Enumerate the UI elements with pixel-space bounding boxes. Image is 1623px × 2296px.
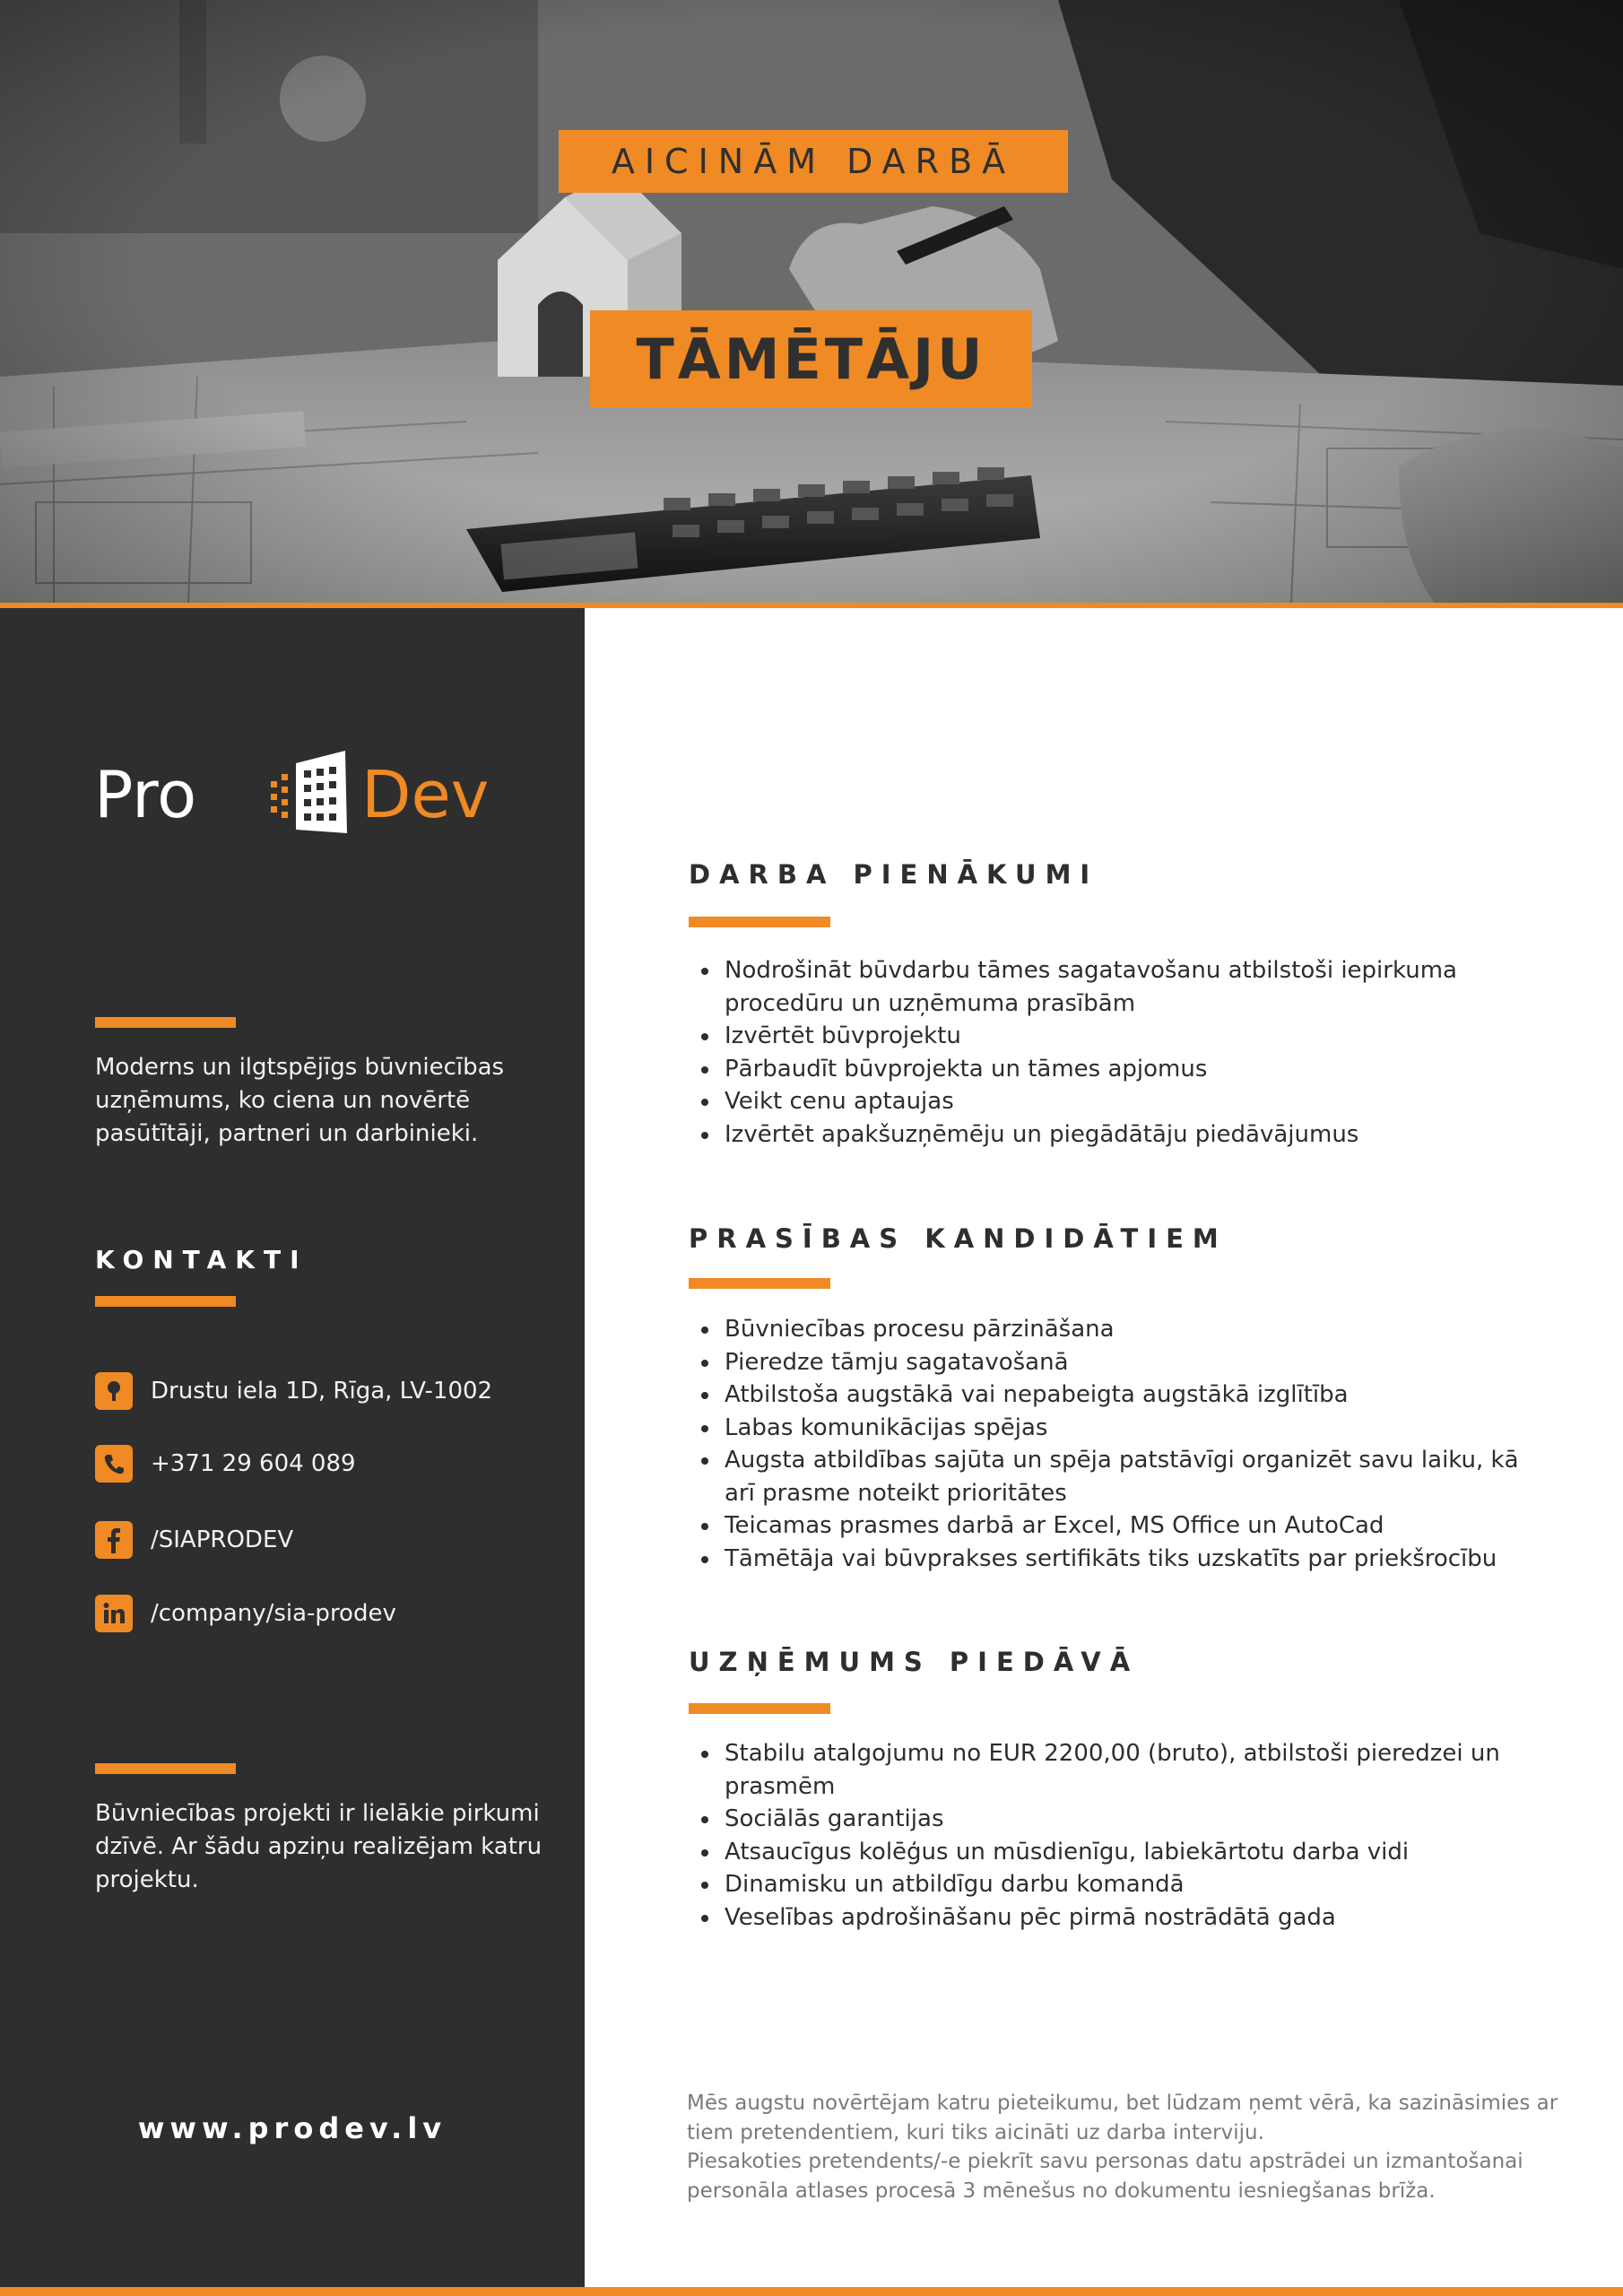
contacts-heading: KONTAKTI bbox=[95, 1245, 308, 1274]
company-tagline: Moderns un ilgtspējīgs būvniecības uzņēmums, ko ciena un novērtē pasūtītāji, partneri un darbinieki. bbox=[95, 1054, 505, 1147]
list-item: • Labas komunikācijas spējas bbox=[721, 1412, 1546, 1445]
contacts-divider bbox=[95, 1296, 236, 1307]
disclaimer-paragraph: Mēs augstu novērtējam katru pieteikumu, bet lūdzam ņemt vērā, ka sazināsimies ar tiem pretendentiem, kuri tiks aicināti uz darba interviju. bbox=[687, 2092, 1558, 2144]
disclaimer-paragraph: Piesakoties pretendents/-e piekrīt savu personas datu apstrādei un izmantošanai personāla atlases procesā 3 mēnešus no dokumentu iesniegšanas brīža. bbox=[687, 2150, 1523, 2203]
linkedin-icon bbox=[95, 1595, 133, 1632]
list-item: • Sociālās garantijas bbox=[721, 1803, 1546, 1836]
company-quote: Būvniecības projekti ir lielākie pirkumi dzīvē. Ar šādu apziņu realizējam katru projektu. bbox=[95, 1800, 542, 1893]
section-heading-requirements: PRASĪBAS KANDIDĀTIEM bbox=[689, 1223, 1228, 1254]
hero-subtitle: AICINĀM DARBĀ bbox=[611, 142, 1016, 181]
logo-word-right: Dev bbox=[361, 757, 490, 832]
list-item: • Augsta atbildības sajūta un spēja patstāvīgi organizēt savu laiku, kā arī prasme noteikt prioritātes bbox=[721, 1444, 1546, 1509]
tagline-divider bbox=[95, 1017, 236, 1028]
list-item: • Tāmētāja vai būvprakses sertifikāts tiks uzskatīts par priekšrocību bbox=[721, 1543, 1546, 1576]
sidebar bbox=[0, 608, 585, 2296]
list-item: • Būvniecības procesu pārzināšana bbox=[721, 1313, 1546, 1346]
list-item: • Veselības apdrošināšanu pēc pirmā nostrādātā gada bbox=[721, 1901, 1546, 1935]
list-item: • Dinamisku un atbildīgu darbu komandā bbox=[721, 1868, 1546, 1901]
hero-banner bbox=[0, 0, 1623, 603]
section-divider bbox=[689, 917, 830, 927]
phone-icon bbox=[95, 1445, 133, 1483]
bottom-accent-strip bbox=[0, 2287, 1623, 2296]
company-logo bbox=[94, 747, 542, 846]
contact-linkedin-text: /company/sia-prodev bbox=[151, 1600, 396, 1627]
list-item: • Izvērtēt apakšuzņēmēju un piegādātāju piedāvājumus bbox=[721, 1118, 1546, 1152]
list-item: • Izvērtēt būvprojektu bbox=[721, 1020, 1546, 1053]
list-item: • Atsaucīgus kolēģus un mūsdienīgu, labiekārtotu darba vidi bbox=[721, 1836, 1546, 1869]
section-heading-offer: UZŅĒMUMS PIEDĀVĀ bbox=[689, 1647, 1140, 1677]
contact-phone[interactable] bbox=[95, 1445, 356, 1483]
disclaimer bbox=[687, 2089, 1579, 2205]
section-heading-duties: DARBA PIENĀKUMI bbox=[689, 859, 1099, 890]
hero-title-badge bbox=[590, 310, 1032, 407]
list-item: • Pārbaudīt būvprojekta un tāmes apjomus bbox=[721, 1053, 1546, 1086]
quote-divider bbox=[95, 1763, 236, 1774]
hero-subtitle-badge bbox=[559, 130, 1068, 193]
hero-title: TĀMĒTĀJU bbox=[636, 326, 986, 392]
list-item: • Atbilstoša augstākā vai nepabeigta augstākā izglītība bbox=[721, 1378, 1546, 1412]
section-divider bbox=[689, 1703, 830, 1714]
contact-address-text: Drustu iela 1D, Rīga, LV-1002 bbox=[151, 1378, 493, 1405]
list-item: • Pieredze tāmju sagatavošanā bbox=[721, 1346, 1546, 1379]
contact-phone-text: +371 29 604 089 bbox=[151, 1450, 356, 1477]
list-item: • Teicamas prasmes darbā ar Excel, MS Office un AutoCad bbox=[721, 1509, 1546, 1543]
list-item: • Stabilu atalgojumu no EUR 2200,00 (bruto), atbilstoši pieredzei un prasmēm bbox=[721, 1737, 1546, 1803]
section-divider bbox=[689, 1278, 830, 1289]
hero-photo bbox=[0, 0, 1623, 603]
building-logo-icon bbox=[271, 751, 347, 833]
website-link[interactable]: www.prodev.lv bbox=[137, 2111, 447, 2145]
contact-linkedin[interactable] bbox=[95, 1595, 396, 1632]
contact-facebook-text: /SIAPRODEV bbox=[151, 1526, 294, 1553]
contact-address bbox=[95, 1372, 492, 1410]
requirements-list bbox=[689, 1313, 1546, 1575]
duties-list bbox=[689, 954, 1546, 1151]
offer-list bbox=[689, 1737, 1546, 1934]
map-pin-icon bbox=[95, 1372, 133, 1410]
list-item: • Nodrošināt būvdarbu tāmes sagatavošanu atbilstoši iepirkuma procedūru un uzņēmuma prasībām bbox=[721, 954, 1546, 1020]
contact-facebook[interactable] bbox=[95, 1521, 293, 1559]
facebook-icon bbox=[95, 1521, 133, 1559]
logo-word-left: Pro bbox=[94, 757, 197, 832]
list-item: • Veikt cenu aptaujas bbox=[721, 1085, 1546, 1118]
